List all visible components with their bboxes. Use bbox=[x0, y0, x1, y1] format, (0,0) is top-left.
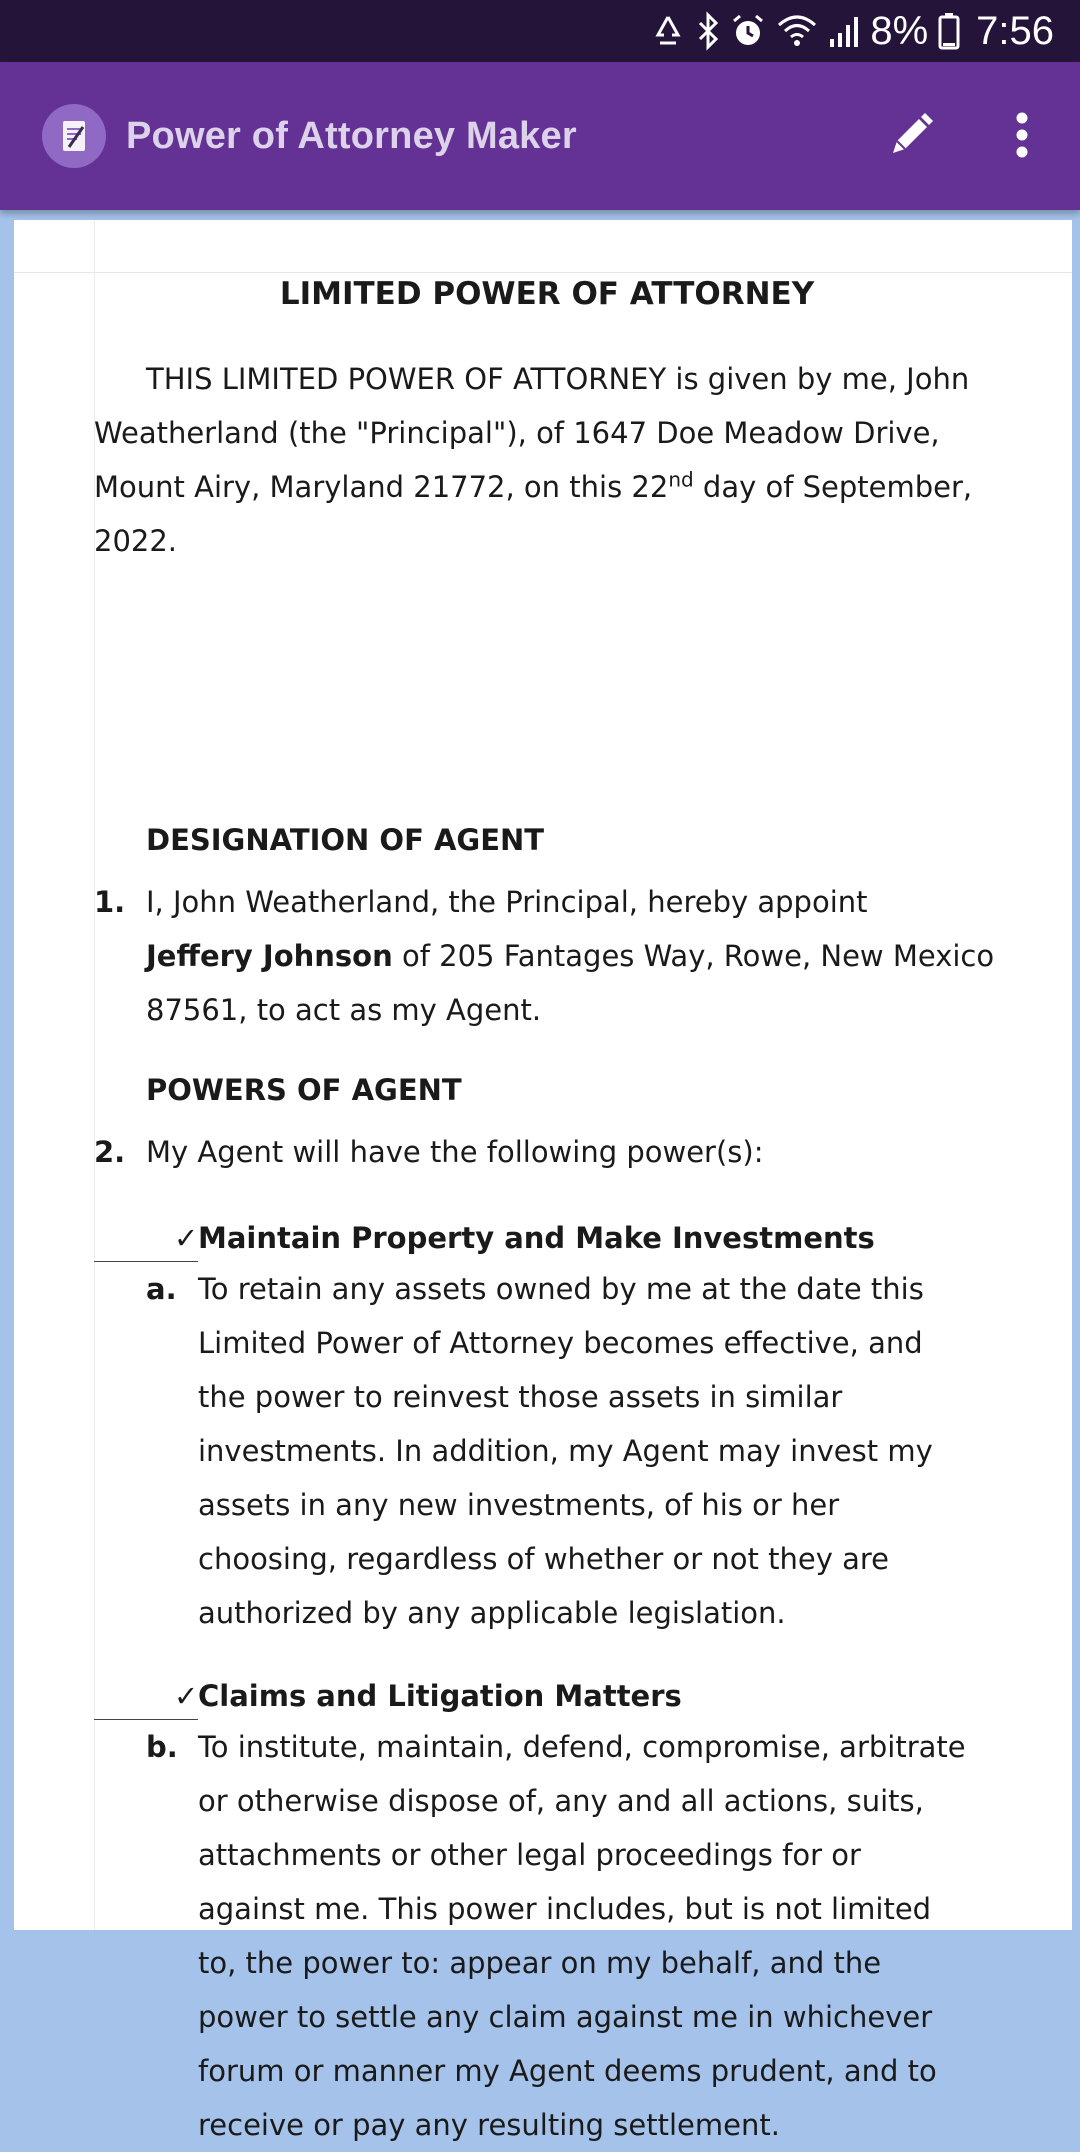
battery-icon bbox=[938, 11, 960, 51]
battery-percent: 8% bbox=[870, 8, 929, 53]
power-letter: a. bbox=[146, 1272, 177, 1306]
power-title: Maintain Property and Make Investments bbox=[198, 1221, 875, 1255]
overflow-menu-button[interactable] bbox=[994, 106, 1050, 168]
signal-icon bbox=[828, 11, 860, 51]
power-description: To institute, maintain, defend, compromise, arbitrate or otherwise dispose of, any and all actions, suits, attachments or other legal proceedings for or against me. This power includes, but is not limited to, the power to: appear on my behalf, and the power to settle any claim against me in whichever forum or manner my Agent deems prudent, and to receive or pay any resulting settlement. bbox=[198, 1730, 966, 2142]
section-paragraph: I, John Weatherland, the Principal, hereby appoint Jeffery Johnson of 205 Fantages Way, Rowe, New Mexico 87561, to act as my Agent. bbox=[146, 885, 995, 1027]
wifi-icon bbox=[776, 11, 818, 51]
alarm-icon bbox=[730, 11, 766, 51]
document-page[interactable] bbox=[14, 220, 1072, 2142]
app-title: Power of Attorney Maker bbox=[126, 115, 577, 157]
document-title: LIMITED POWER OF ATTORNEY bbox=[279, 276, 815, 312]
status-icons bbox=[650, 0, 1054, 62]
pencil-icon bbox=[885, 109, 937, 165]
power-title: Claims and Litigation Matters bbox=[198, 1679, 682, 1713]
intro-line: 2022. bbox=[94, 524, 178, 558]
status-bar bbox=[0, 0, 1080, 62]
power-description: To retain any assets owned by me at the date this Limited Power of Attorney becomes effective, and the power to reinvest those assets in similar investments. In addition, my Agent may invest my assets in any new investments, of his or her choosing, regardless of whether or not they are authorized by any applicable legislation. bbox=[198, 1272, 933, 1630]
intro-line: day of September, bbox=[693, 470, 973, 504]
section-heading-designation: DESIGNATION OF AGENT bbox=[146, 823, 545, 857]
ordinal-suffix: nd bbox=[668, 467, 694, 492]
intro-line: Mount Airy, Maryland 21772, on this 22 bbox=[94, 470, 669, 504]
section-number: 2. bbox=[94, 1135, 126, 1169]
agent-name: Jeffery Johnson bbox=[146, 939, 393, 973]
section-paragraph: My Agent will have the following power(s): bbox=[146, 1135, 764, 1169]
bluetooth-icon bbox=[696, 11, 720, 51]
check-mark-icon: ✓ bbox=[174, 1221, 199, 1255]
power-letter: b. bbox=[146, 1730, 178, 1764]
intro-paragraph bbox=[94, 352, 994, 568]
section-heading-powers: POWERS OF AGENT bbox=[146, 1073, 462, 1107]
section-number: 1. bbox=[94, 885, 126, 919]
intro-line: Weatherland (the "Principal"), of 1647 Doe Meadow Drive, bbox=[94, 416, 940, 450]
app-logo-icon bbox=[42, 104, 106, 168]
more-vert-icon bbox=[1015, 111, 1029, 163]
recycle-icon bbox=[650, 11, 686, 51]
check-mark-icon: ✓ bbox=[174, 1679, 199, 1713]
app-bar bbox=[0, 62, 1080, 210]
clock: 7:56 bbox=[976, 8, 1054, 53]
intro-line: THIS LIMITED POWER OF ATTORNEY is given by me, John bbox=[146, 362, 970, 396]
edit-button[interactable] bbox=[880, 106, 942, 168]
